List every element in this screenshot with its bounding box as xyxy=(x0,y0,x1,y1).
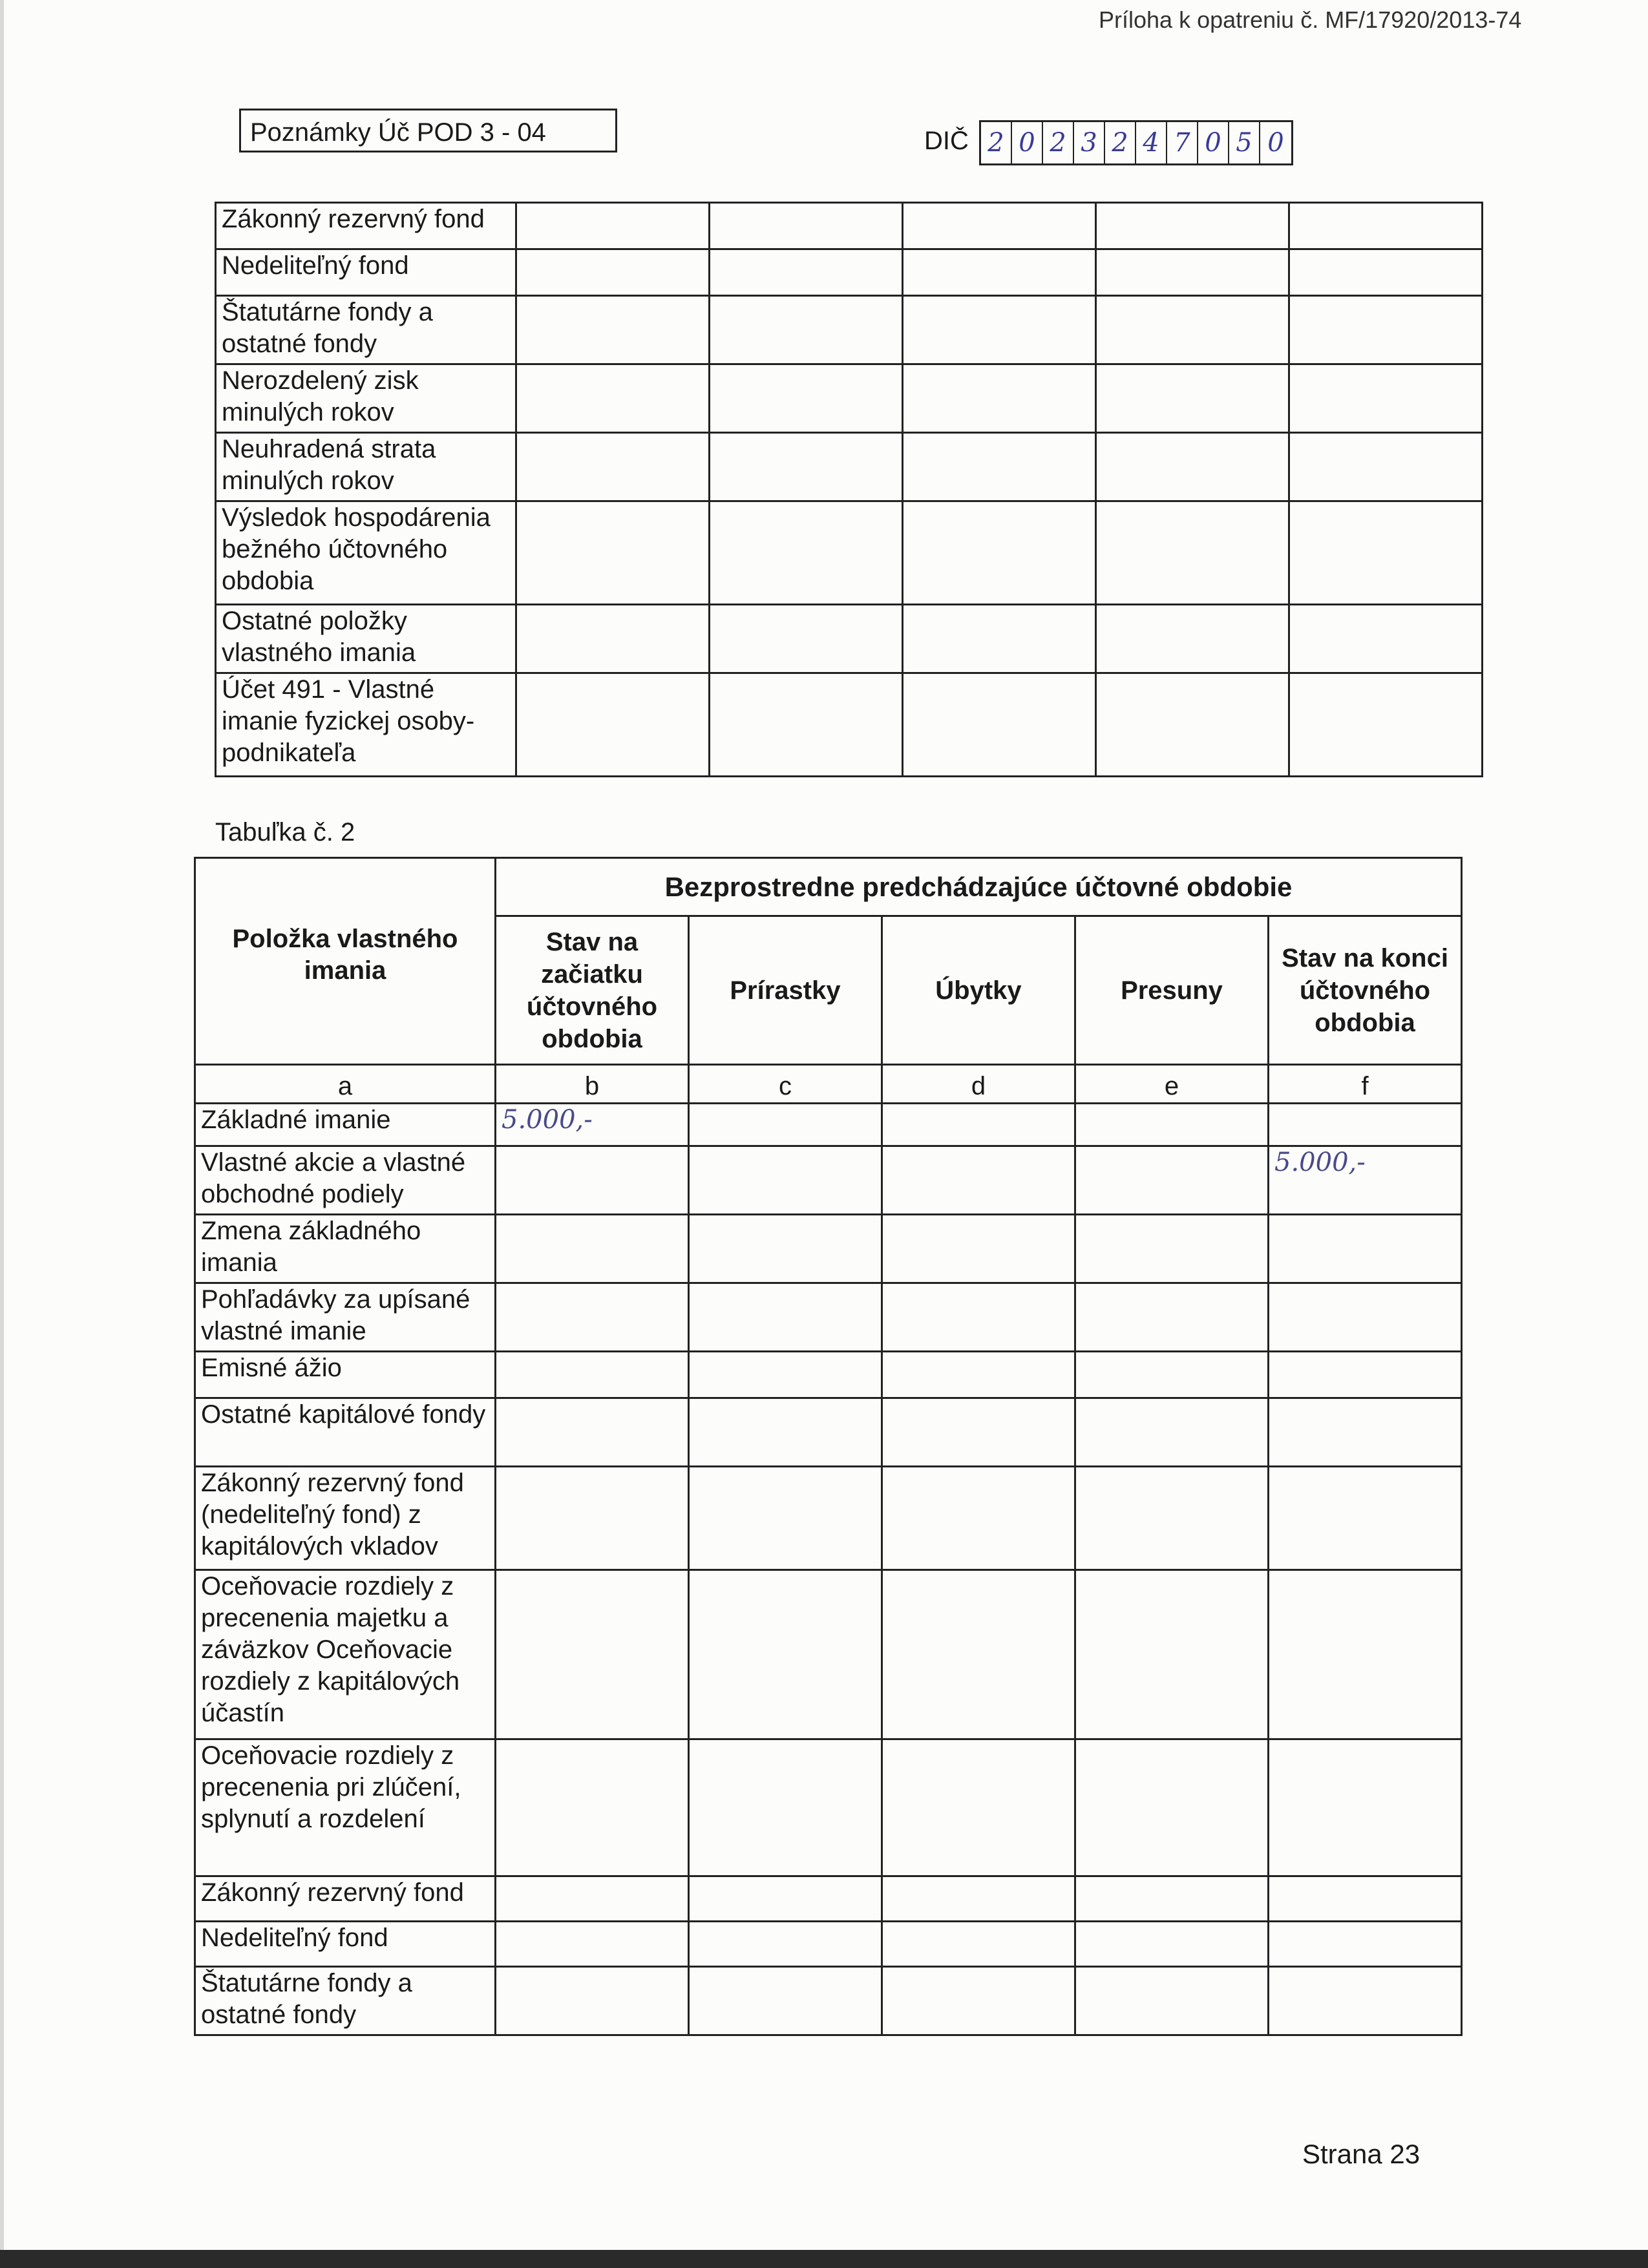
value-end xyxy=(1269,1104,1462,1146)
table-row xyxy=(216,433,1483,501)
value-start xyxy=(496,1922,689,1967)
table-row xyxy=(195,1876,1462,1922)
table-row xyxy=(195,1922,1462,1967)
value-start xyxy=(496,1967,689,2035)
column-letter: e xyxy=(1075,1065,1269,1104)
value-start xyxy=(496,1283,689,1352)
row-label: Nerozdelený zisk minulých rokov xyxy=(216,364,516,433)
value-end xyxy=(1269,1352,1462,1398)
table-row xyxy=(195,1739,1462,1876)
column-header: Presuny xyxy=(1075,916,1269,1065)
table-row xyxy=(216,364,1483,433)
table2-label: Tabuľka č. 2 xyxy=(215,818,355,846)
page-number: Strana 23 xyxy=(1302,2139,1421,2169)
table-row xyxy=(195,1104,1462,1146)
row-label: Účet 491 - Vlastné imanie fyzickej osoby-podnikateľa xyxy=(216,673,516,777)
value-start xyxy=(496,1352,689,1398)
header-reference: Príloha k opatreniu č. MF/17920/2013-74 xyxy=(1099,6,1522,33)
column-header: Stav na začiatku účtovného obdobia xyxy=(496,916,689,1065)
equity-table-continued xyxy=(215,202,1483,777)
value-end xyxy=(1269,1398,1462,1467)
row-label: Ostatné položky vlastného imania xyxy=(216,605,516,673)
row-label: Štatutárne fondy a ostatné fondy xyxy=(195,1967,496,2035)
dic-digit: 2 xyxy=(1105,122,1136,163)
table-header-row xyxy=(195,858,1462,916)
column-letter: f xyxy=(1269,1065,1462,1104)
dic-digit: 3 xyxy=(1074,122,1105,163)
value-end xyxy=(1269,1570,1462,1739)
value-end: 5.000,- xyxy=(1269,1146,1462,1215)
dic-digit: 4 xyxy=(1136,122,1167,163)
row-label: Ostatné kapitálové fondy xyxy=(195,1398,496,1467)
dic-digit: 2 xyxy=(981,122,1012,163)
value-start: 5.000,- xyxy=(496,1104,689,1146)
row-label: Základné imanie xyxy=(195,1104,496,1146)
value-end xyxy=(1269,1215,1462,1283)
equity-table-2 xyxy=(194,857,1463,2036)
row-label: Štatutárne fondy a ostatné fondy xyxy=(216,296,516,364)
dic-digit: 7 xyxy=(1167,122,1198,163)
column-header: Úbytky xyxy=(882,916,1075,1065)
value-end xyxy=(1269,1467,1462,1570)
table-row xyxy=(195,1215,1462,1283)
row-label: Zákonný rezervný fond xyxy=(216,203,516,249)
dic-field xyxy=(979,120,1293,165)
value-end xyxy=(1269,1283,1462,1352)
column-letter: c xyxy=(689,1065,882,1104)
dic-label: DIČ xyxy=(924,127,969,155)
column-header: Stav na konci účtovného obdobia xyxy=(1269,916,1462,1065)
column-letters-row xyxy=(195,1065,1462,1104)
row-label: Pohľadávky za upísané vlastné imanie xyxy=(195,1283,496,1352)
row-label: Vlastné akcie a vlastné obchodné podiely xyxy=(195,1146,496,1215)
table-row xyxy=(216,673,1483,777)
row-label: Oceňovacie rozdiely z precenenia majetku a záväzkov Oceňovacie rozdiely z kapitálových účastín xyxy=(195,1570,496,1739)
table-row xyxy=(216,296,1483,364)
value-end xyxy=(1269,1739,1462,1876)
table-row xyxy=(216,501,1483,605)
scan-edge xyxy=(0,0,4,2268)
table-row xyxy=(195,1398,1462,1467)
column-header: Prírastky xyxy=(689,916,882,1065)
table-row xyxy=(195,1146,1462,1215)
column-letter: b xyxy=(496,1065,689,1104)
row-label: Nedeliteľný fond xyxy=(216,249,516,296)
table-row xyxy=(195,1467,1462,1570)
table-row xyxy=(195,1570,1462,1739)
table-row xyxy=(195,1352,1462,1398)
table-row xyxy=(216,203,1483,249)
value-start xyxy=(496,1146,689,1215)
dic-digit: 0 xyxy=(1012,122,1043,163)
table-row xyxy=(216,605,1483,673)
value-start xyxy=(496,1739,689,1876)
value-start xyxy=(496,1467,689,1570)
value-start xyxy=(496,1215,689,1283)
value-end xyxy=(1269,1922,1462,1967)
value-start xyxy=(496,1570,689,1739)
row-label: Neuhradená strata minulých rokov xyxy=(216,433,516,501)
row-label: Nedeliteľný fond xyxy=(195,1922,496,1967)
period-group-header: Bezprostredne predchádzajúce účtovné obdobie xyxy=(496,858,1462,916)
table-row xyxy=(195,1283,1462,1352)
table-row xyxy=(216,249,1483,296)
dic-digit: 0 xyxy=(1267,128,1284,158)
scan-bottom-edge xyxy=(0,2250,1648,2268)
row-label: Zákonný rezervný fond (nedeliteľný fond) z kapitálových vkladov xyxy=(195,1467,496,1570)
row-label: Emisné ážio xyxy=(195,1352,496,1398)
value-end xyxy=(1269,1876,1462,1922)
value-start xyxy=(496,1876,689,1922)
dic-digit: 5 xyxy=(1229,122,1260,163)
dic-digit: 2 xyxy=(1043,122,1074,163)
item-column-header: Položka vlastného imania xyxy=(195,858,496,1065)
row-label: Zmena základného imania xyxy=(195,1215,496,1283)
value-end xyxy=(1269,1967,1462,2035)
row-label: Výsledok hospodárenia bežného účtovného obdobia xyxy=(216,501,516,605)
section-box: Poznámky Úč POD 3 - 04 xyxy=(239,109,617,152)
table-row xyxy=(195,1967,1462,2035)
row-label: Zákonný rezervný fond xyxy=(195,1876,496,1922)
dic-digit: 0 xyxy=(1198,122,1229,163)
row-label: Oceňovacie rozdiely z precenenia pri zlúčení, splynutí a rozdelení xyxy=(195,1739,496,1876)
column-letter: a xyxy=(195,1065,496,1104)
value-start xyxy=(496,1398,689,1467)
column-letter: d xyxy=(882,1065,1075,1104)
